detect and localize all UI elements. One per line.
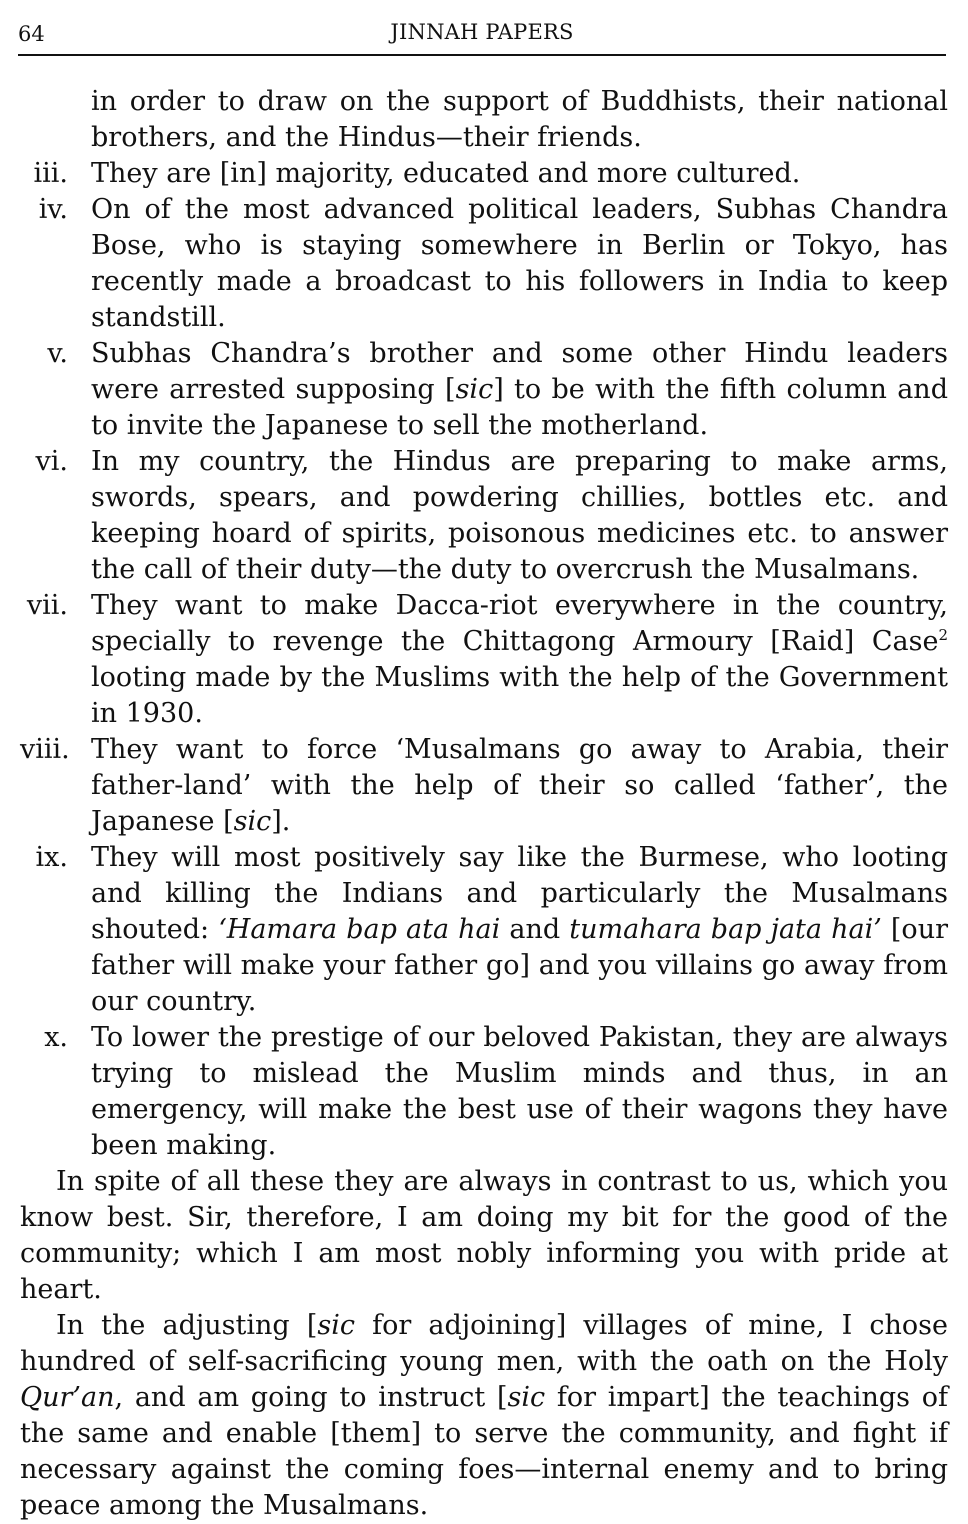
sic-note: sic xyxy=(317,1310,355,1341)
quote-italic: tumahara bap jata hai’ xyxy=(569,914,882,945)
list-item: vii. They want to make Dacca-riot everywhere in the country, specially to revenge the Chittagong Armoury [Raid] Case$^2$ looting made by the Muslims with the help of the Government in 1930. xyxy=(20,588,948,732)
running-head: JINNAH PAPERS xyxy=(390,20,574,44)
paragraph: In the adjusting [sic for adjoining] villages of mine, I chose hundred of self-sacrificing young men, with the oath on the Holy Qur’an, and am going to instruct [sic for impart] the teachings of the same and enable [them] to serve the community, and fight if necessary against the coming foes—internal enemy and to bring peace among the Musalmans. xyxy=(20,1310,948,1521)
list-continuation: in order to draw on the support of Buddhists, their national brothers, and the Hindus—their friends. xyxy=(91,86,948,153)
sic-note: sic xyxy=(233,806,272,837)
body-text xyxy=(20,84,948,1524)
list-item: iii. They are [in] majority, educated and more cultured. xyxy=(20,156,948,192)
list-number: iv. xyxy=(38,194,68,225)
list-number: iii. xyxy=(33,158,68,189)
sic-note: sic xyxy=(507,1382,546,1413)
quran-italic: Qur’an xyxy=(20,1382,115,1413)
list-number: vii. xyxy=(26,590,68,621)
list-item: v. Subhas Chandra’s brother and some other Hindu leaders were arrested supposing [sic] to be with the fifth column and to invite the Japanese to sell the motherland. xyxy=(20,336,948,444)
list-item: vi. In my country, the Hindus are preparing to make arms, swords, spears, and powdering chillies, bottles etc. and keeping hoard of spirits, poisonous medicines etc. to answer the call of their duty—the duty to overcrush the Musalmans. xyxy=(20,444,948,588)
page-number: 64 xyxy=(18,22,45,46)
list-item: viii. They want to force ‘Musalmans go away to Arabia, their father-land’ with the help of their so called ‘father’, the Japanese [sic]. xyxy=(20,734,948,837)
page-header xyxy=(18,16,946,56)
list-number: ix. xyxy=(35,842,68,873)
list-number: x. xyxy=(44,1022,68,1053)
list-number: vi. xyxy=(35,446,68,477)
footnote-marker: 2 xyxy=(938,626,948,644)
list-item: iv. On of the most advanced political leaders, Subhas Chandra Bose, who is staying somewhere in Berlin or Tokyo, has recently made a broadcast to his followers in India to keep standstill. xyxy=(20,192,948,336)
quote-italic: ‘Hamara bap ata hai xyxy=(218,914,501,945)
list-number: v. xyxy=(47,338,68,369)
list-item: x. To lower the prestige of our beloved Pakistan, they are always trying to mislead the Muslim minds and thus, in an emergency, will make the best use of their wagons they have been making. xyxy=(20,1020,948,1164)
sic-note: sic xyxy=(455,374,494,405)
list-item: ix. They will most positively say like the Burmese, who looting and killing the Indians and particularly the Musalmans shouted: ‘Hamara bap ata hai and tumahara bap jata hai’ [our father will make your father go] and you villains go away from our country. xyxy=(20,840,948,1020)
paragraph: In spite of all these they are always in contrast to us, which you know best. Sir, therefore, I am doing my bit for the good of the community; which I am most nobly informing you with pride at heart. xyxy=(20,1166,948,1305)
list-number: viii. xyxy=(20,734,70,765)
